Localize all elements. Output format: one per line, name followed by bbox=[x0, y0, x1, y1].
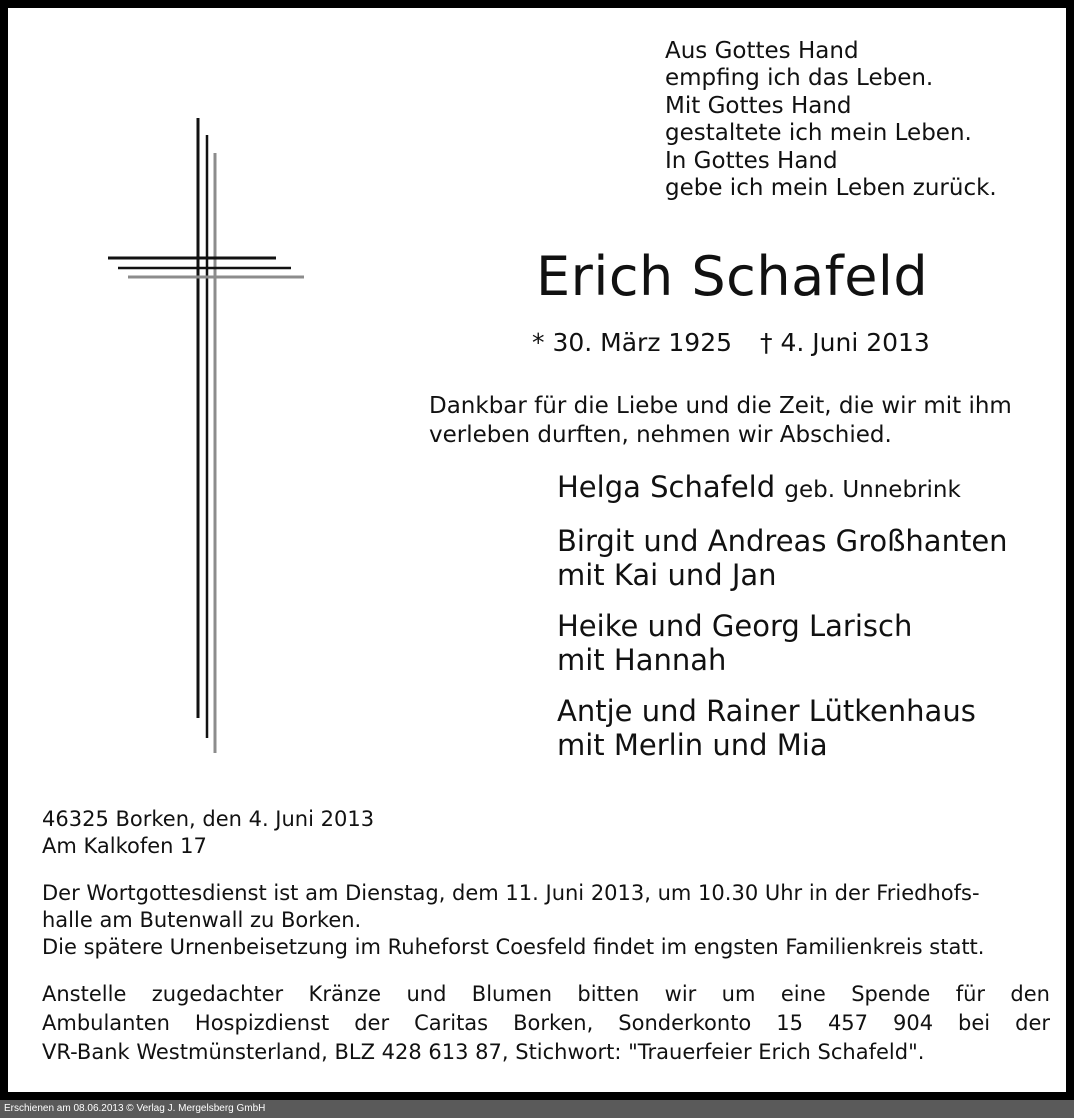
death-date: † 4. Juni 2013 bbox=[760, 328, 930, 357]
donation-line: VR-Bank Westmünsterland, BLZ 428 613 87, Stichwort: "Trauerfeier Erich Schafeld". bbox=[42, 1040, 925, 1064]
donation-info bbox=[42, 980, 1050, 1067]
poem-line: gebe ich mein Leben zurück. bbox=[665, 175, 997, 202]
cross-icon bbox=[103, 113, 313, 763]
maiden-name: geb. Unnebrink bbox=[784, 477, 961, 503]
place-date: 46325 Borken, den 4. Juni 2013 bbox=[42, 807, 375, 831]
service-info bbox=[42, 880, 1050, 961]
family-member-name: Heike und Georg Larisch bbox=[557, 609, 913, 643]
family-list bbox=[557, 470, 1008, 779]
thanks-text bbox=[429, 392, 1069, 450]
life-dates bbox=[532, 326, 930, 360]
family-member-children: mit Kai und Jan bbox=[557, 558, 777, 592]
donation-line: Ambulanten Hospizdienst der Caritas Borken, Sonderkonto 15 457 904 bei der bbox=[42, 1011, 1050, 1035]
family-entry-heike bbox=[557, 609, 1008, 677]
family-entry-helga bbox=[557, 470, 1008, 507]
publication-footer: Erschienen am 08.06.2013 © Verlag J. Mergelsberg GmbH bbox=[0, 1100, 1074, 1118]
poem-line: Aus Gottes Hand bbox=[665, 38, 859, 64]
address-block bbox=[42, 806, 374, 860]
poem-line: gestaltete ich mein Leben. bbox=[665, 120, 972, 147]
street: Am Kalkofen 17 bbox=[42, 834, 207, 858]
family-member-name: Helga Schafeld bbox=[557, 470, 776, 504]
thanks-line: verleben durften, nehmen wir Abschied. bbox=[429, 422, 892, 448]
thanks-line: Dankbar für die Liebe und die Zeit, die wir mit ihm bbox=[429, 393, 1012, 419]
service-line: Die spätere Urnenbeisetzung im Ruheforst Coesfeld findet im engsten Familienkreis statt. bbox=[42, 935, 985, 959]
family-member-name: Birgit und Andreas Großhanten bbox=[557, 524, 1008, 558]
service-line: halle am Butenwall zu Borken. bbox=[42, 908, 362, 932]
poem-line: Mit Gottes Hand bbox=[665, 92, 852, 119]
donation-line: Anstelle zugedachter Kränze und Blumen bitten wir um eine Spende für den bbox=[42, 982, 1050, 1006]
poem-line: empfing ich das Leben. bbox=[665, 65, 934, 92]
birth-date: * 30. März 1925 bbox=[532, 328, 733, 357]
family-entry-antje bbox=[557, 694, 1008, 762]
poem-line: In Gottes Hand bbox=[665, 147, 838, 174]
family-member-name: Antje und Rainer Lütkenhaus bbox=[557, 694, 976, 728]
family-member-children: mit Merlin und Mia bbox=[557, 728, 828, 762]
deceased-name: Erich Schafeld bbox=[536, 245, 929, 308]
family-entry-birgit bbox=[557, 524, 1008, 592]
poem bbox=[665, 38, 997, 202]
service-line: Der Wortgottesdienst ist am Dienstag, dem 11. Juni 2013, um 10.30 Uhr in der Friedhofs- bbox=[42, 881, 980, 905]
family-member-children: mit Hannah bbox=[557, 643, 727, 677]
